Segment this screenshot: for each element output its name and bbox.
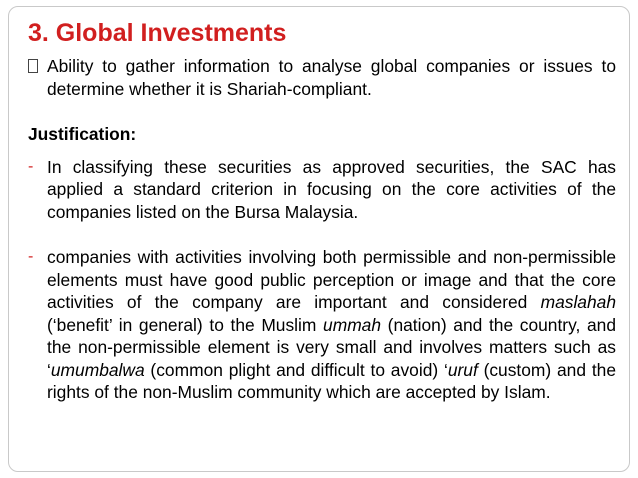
point-2-part: (‘benefit’ in general) to the Muslim (47, 314, 324, 335)
point-2-part: companies with activities involving both permissible and non-permissible elements must have good public perception or image and that the core activities of the company are important and considered (47, 247, 616, 312)
dash-icon: - (28, 157, 34, 175)
point-2-part: (nation) and the country, and the non-permissible element is very small and involves matters such as ‘ (47, 314, 616, 380)
term-uruf: uruf (447, 359, 478, 380)
slide-title: 3. Global Investments (28, 19, 287, 47)
spacer (28, 146, 616, 156)
term-umumbalwa: umumbalwa (50, 359, 145, 380)
slide-content (28, 55, 616, 404)
term-maslahah: maslahah (540, 292, 616, 312)
bullet-mark (28, 55, 47, 79)
bullet-item (28, 55, 616, 100)
justification-heading: Justification: (28, 124, 137, 144)
dash-icon: - (28, 248, 34, 265)
term-ummah: ummah (323, 314, 382, 335)
checkbox-bullet-icon (28, 59, 38, 73)
point-1-text: In classifying these securities as approved securities, the SAC has applied a standard criterion in focusing on the core activities of the companies listed on the Bursa Malaysia. (47, 156, 616, 222)
justification-point-1 (28, 156, 616, 224)
point-2-part: (common plight and difficult to avoid) ‘ (144, 359, 448, 380)
point-2-part: (custom) and the rights of the non-Muslim community which are accepted by Islam. (47, 359, 616, 402)
spacer (28, 223, 616, 246)
bullet-text: Ability to gather information to analyse global companies or issues to determine whether it is Shariah-compliant. (47, 56, 616, 99)
justification-point-2 (28, 246, 616, 404)
point-2-text (47, 246, 616, 404)
